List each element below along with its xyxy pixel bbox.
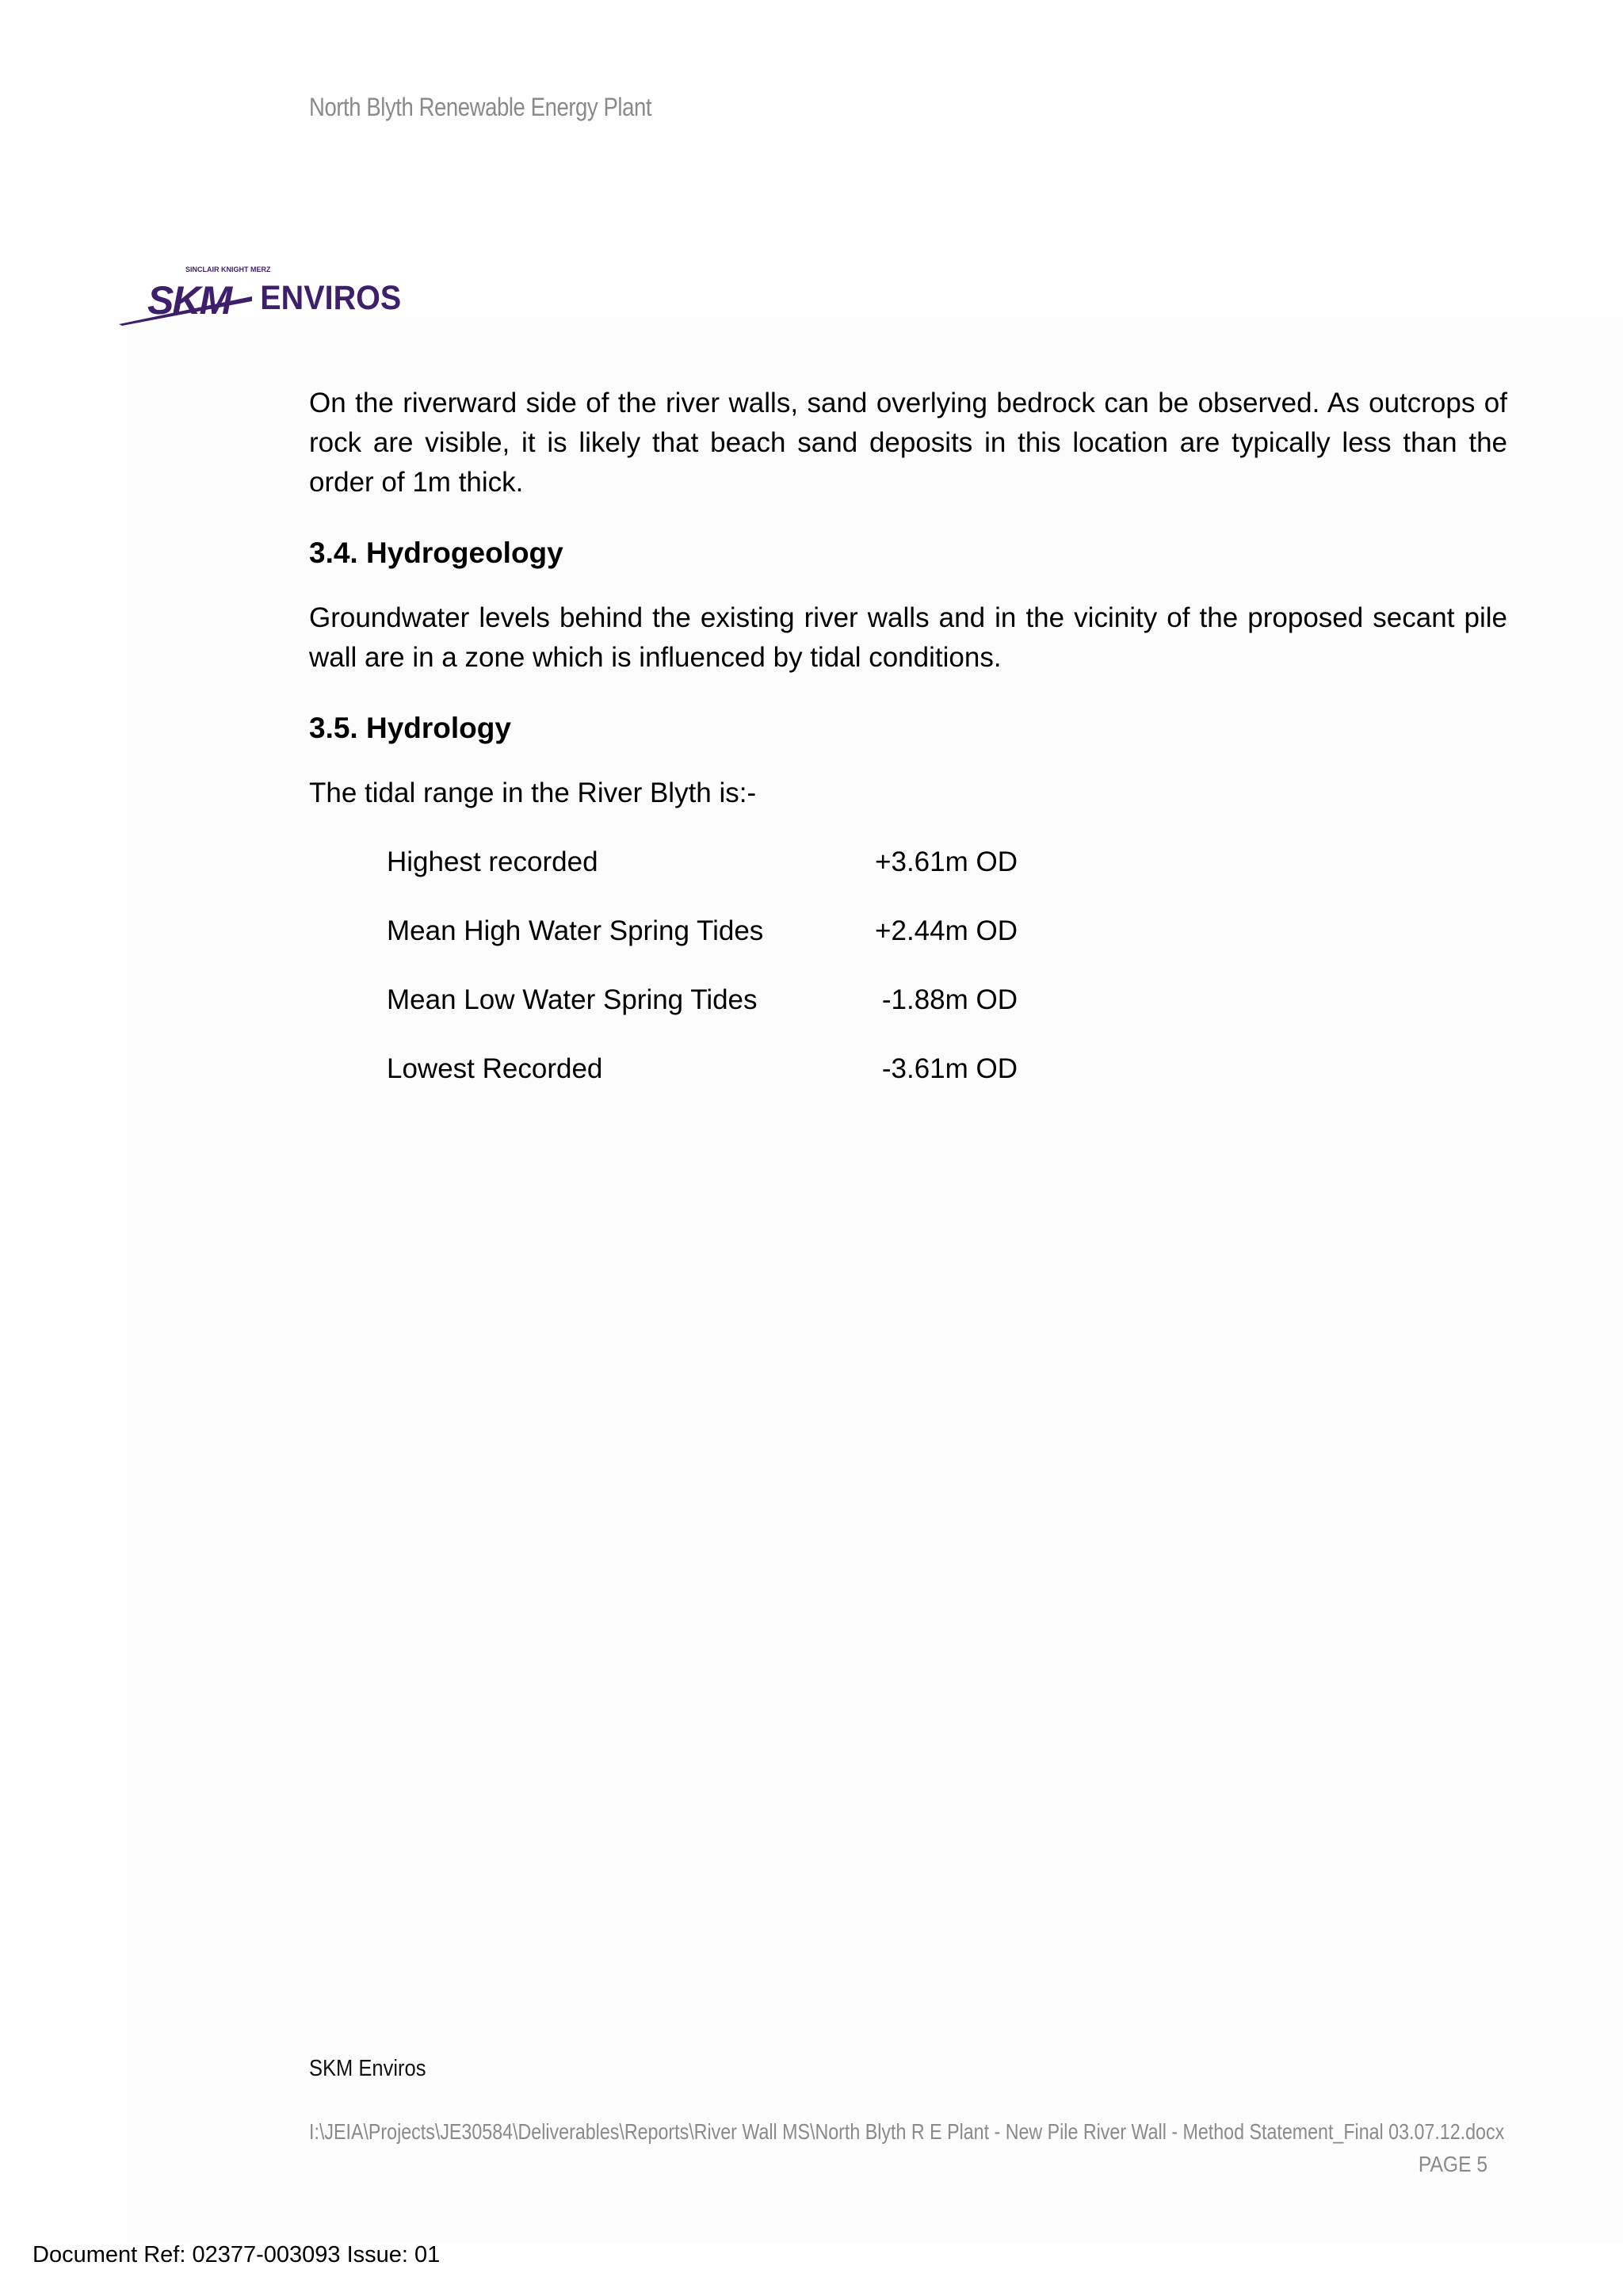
logo-word: ENVIROS (260, 278, 402, 317)
hydrology-intro: The tidal range in the River Blyth is:- (309, 777, 757, 808)
document-body (309, 384, 1507, 1118)
tide-row (387, 842, 1507, 911)
tide-label: Lowest Recorded (387, 1053, 603, 1084)
skm-enviros-logo (117, 262, 426, 327)
footer-file-path: I:\JEIA\Projects\JE30584\Deliverables\Reports\River Wall MS\North Blyth R E Plant - New Pile River Wall - Method Statement_Final 03.07.12.docx (309, 2119, 1505, 2144)
tide-label: Mean High Water Spring Tides (387, 915, 764, 946)
hydrogeology-paragraph: Groundwater levels behind the existing river walls and in the vicinity of the proposed secant pile wall are in a zone which is influenced by tidal conditions. (309, 602, 1507, 673)
tidal-range-table (387, 842, 1507, 1118)
tide-row (387, 911, 1507, 980)
running-header: North Blyth Renewable Energy Plant (309, 93, 652, 121)
heading-hydrogeology: 3.4. Hydrogeology (309, 537, 563, 569)
intro-paragraph: On the riverward side of the river walls, sand overlying bedrock can be observed. As outcrops of rock are visible, it is likely that beach sand deposits in this location are typically less than the order of 1m thick. (309, 388, 1507, 498)
tide-value: +3.61m OD (875, 846, 1018, 877)
tide-row (387, 1049, 1507, 1118)
tide-label: Highest recorded (387, 846, 598, 877)
tide-row (387, 980, 1507, 1049)
logo-mark: SKM (147, 278, 231, 323)
tide-value: -1.88m OD (881, 984, 1018, 1015)
tide-value: -3.61m OD (881, 1053, 1018, 1084)
tide-value: +2.44m OD (875, 915, 1018, 946)
tide-label: Mean Low Water Spring Tides (387, 984, 758, 1015)
document-reference: Document Ref: 02377-003093 Issue: 01 (32, 2242, 441, 2267)
footer-company: SKM Enviros (309, 2056, 426, 2081)
heading-hydrology: 3.5. Hydrology (309, 712, 511, 744)
page-number: PAGE 5 (1418, 2152, 1487, 2176)
logo-small-text: SINCLAIR KNIGHT MERZ (185, 266, 271, 273)
